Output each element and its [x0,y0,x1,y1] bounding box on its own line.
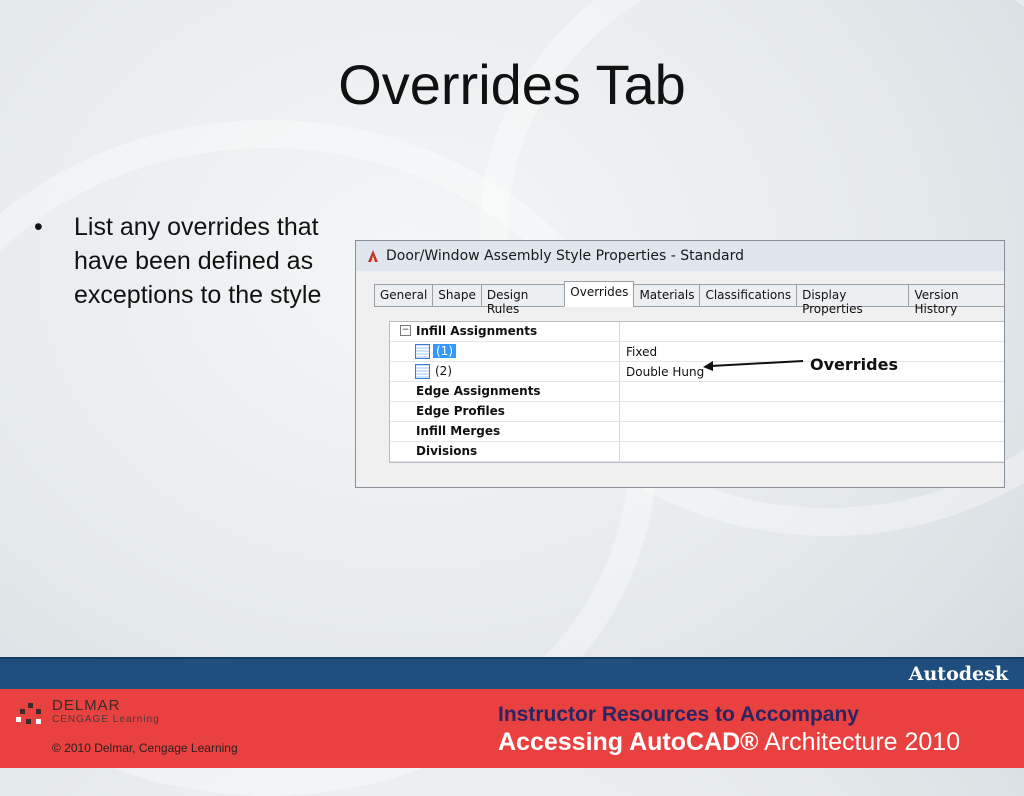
tab-classifications[interactable]: Classifications [699,284,797,307]
footer-book-title-bold: Accessing AutoCAD® [498,728,759,756]
tab-design-rules[interactable]: Design Rules [481,284,565,307]
footer-band-blue [0,657,1024,689]
tree-item-value: Double Hung [626,365,705,379]
autocad-icon [366,249,380,263]
column-divider [619,422,620,441]
tree-group-label: Edge Profiles [416,404,505,418]
publisher-name: DELMAR [52,697,121,714]
column-divider [619,342,620,361]
footer-heading: Instructor Resources to Accompany [498,703,859,726]
delmar-logo-icon [14,701,46,731]
column-divider [619,402,620,421]
column-divider [619,382,620,401]
column-divider [619,442,620,461]
tree-group-row[interactable] [390,402,1005,422]
tab-display-properties[interactable]: Display Properties [796,284,909,307]
tab-version-history[interactable]: Version History [908,284,1005,307]
tree-group-row[interactable] [390,422,1005,442]
footer-book-title-rest: Architecture 2010 [758,728,961,756]
infill-icon [415,364,430,379]
bullet-list [34,210,324,312]
autodesk-logo: Autodesk [908,663,1008,685]
tree-item-label: (2) [435,364,452,378]
tree-group-label: Edge Assignments [416,384,541,398]
tree-group-row[interactable] [390,382,1005,402]
bullet-text: List any overrides that have been defined as exceptions to the style [74,213,322,309]
copyright-text: © 2010 Delmar, Cengage Learning [52,741,238,755]
tree-item-row[interactable] [390,342,1005,362]
tab-shape[interactable]: Shape [432,284,482,307]
tree-group-row[interactable] [390,322,1005,342]
slide-title: Overrides Tab [338,53,686,116]
publisher-subtitle: CENGAGE Learning [52,714,160,725]
tab-materials[interactable]: Materials [633,284,700,307]
bullet-item [34,210,324,312]
dialog-titlebar[interactable] [356,241,1004,271]
tab-bar [374,281,1004,316]
tree-group-label: Divisions [416,444,478,458]
footer-book-title [498,728,960,757]
collapse-icon[interactable]: − [401,325,410,335]
dialog-title: Door/Window Assembly Style Properties - Standard [386,248,744,264]
tree-group-row[interactable] [390,442,1005,462]
bullet-dot: • [34,213,43,241]
footer-band-red [0,689,1024,768]
tree-item-value: Fixed [626,345,658,359]
column-divider [619,362,620,381]
infill-icon [415,344,430,359]
overrides-annotation: Overrides [810,355,898,374]
properties-dialog [355,240,1005,488]
overrides-tree [389,321,1005,463]
tree-item-label: (1) [433,344,456,358]
tab-overrides[interactable]: Overrides [564,281,634,307]
tree-group-label: Infill Merges [416,424,501,438]
tree-item-row[interactable] [390,362,1005,382]
tab-general[interactable]: General [374,284,433,307]
column-divider [619,322,620,341]
tree-group-label: Infill Assignments [416,324,538,338]
annotation-arrow-icon [703,359,807,371]
